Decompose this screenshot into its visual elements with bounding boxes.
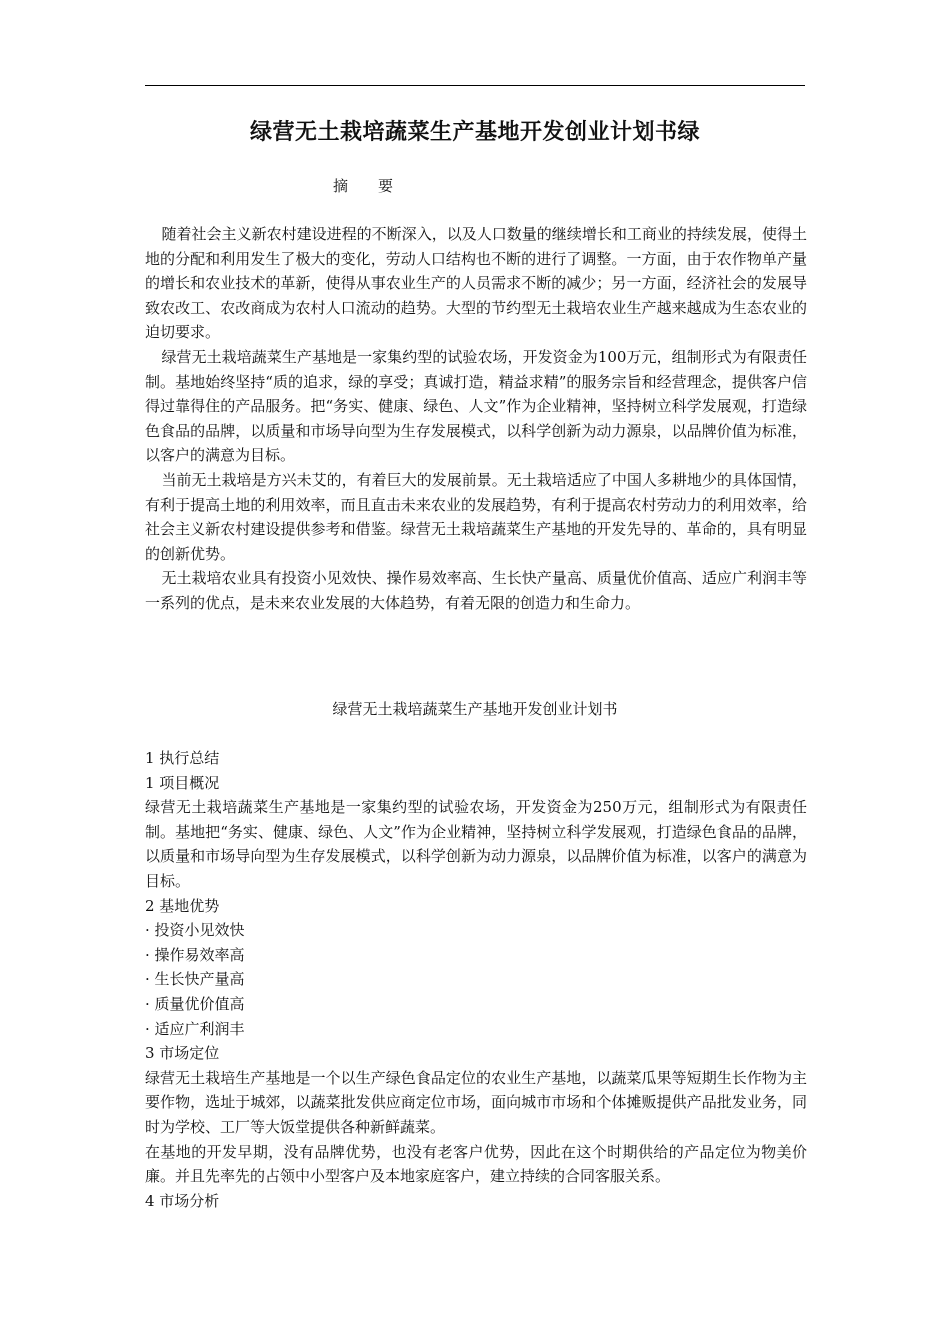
abstract-paragraph: 随着社会主义新农村建设进程的不断深入，以及人口数量的继续增长和工商业的持续发展，使得土地的分配和利用发生了极大的变化，劳动人口结构也不断的进行了调整。一方面，由于农作物单产量的增长和农业技术的革新，使得从事农业生产的人员需求不断的减少；另一方面，经济社会的发展导致农改工、农改商成为农村人口流动的趋势。大型的节约型无土栽培农业生产越来越成为生态农业的迫切要求。 xyxy=(145,225,807,342)
abstract-heading-char-2: 要 xyxy=(378,177,394,195)
document-title: 绿营无土栽培蔬菜生产基地开发创业计划书绿 xyxy=(249,120,700,145)
paragraph: 绿营无土栽培蔬菜生产基地是一家集约型的试验农场，开发资金为250万元，组制形式为有限责任制。基地把“务实、健康、绿色、人文”作为企业精神，坚持树立科学发展观，打造绿色食品的品牌，以质量和市场导向型为生存发展模式，以科学创新为动力源泉，以品牌价值为标准，以客户的满意为目标。 xyxy=(145,798,807,890)
paragraph: 绿营无土栽培生产基地是一个以生产绿色食品定位的农业生产基地，以蔬菜瓜果等短期生长作物为主要作物，选址于城郊，以蔬菜批发供应商定位市场，面向城市市场和个体摊贩提供产品批发业务，同时为学校、工厂等大饭堂提供各种新鲜蔬菜。 xyxy=(145,1068,807,1136)
section-heading: 4 市场分析 xyxy=(145,1191,220,1210)
bullet-item: · 投资小见效快 xyxy=(145,921,245,940)
section-heading: 1 执行总结 xyxy=(145,749,220,767)
abstract-paragraph: 当前无土栽培是方兴未艾的，有着巨大的发展前景。无土栽培适应了中国人多耕地少的具体国情，有利于提高土地的利用效率，而且直击未来农业的发展趋势，有利于提高农村劳动力的利用效率，给社会主义新农村建设提供参考和借鉴。绿营无土栽培蔬菜生产基地的开发先导的、革命的，具有明显的创新优势。 xyxy=(145,470,807,563)
paragraph: 在基地的开发早期，没有品牌优势，也没有老客户优势，因此在这个时期供给的产品定位为物美价廉。并且先率先的占领中小型客户及本地家庭客户，建立持续的合同客服关系。 xyxy=(145,1142,807,1186)
abstract-heading xyxy=(333,175,423,197)
abstract-body xyxy=(145,222,807,616)
bullet-item: · 生长快产量高 xyxy=(145,970,245,989)
section-heading: 2 基地优势 xyxy=(145,896,220,915)
plan-body xyxy=(145,746,807,1213)
abstract-paragraph: 绿营无土栽培蔬菜生产基地是一家集约型的试验农场，开发资金为100万元，组制形式为有限责任制。基地始终坚持“质的追求，绿的享受；真诚打造，精益求精”的服务宗旨和经营理念，提供客户信得过靠得住的产品服务。把“务实、健康、绿色、人文”作为企业精神，坚持树立科学发展观，打造绿色食品的品牌，以质量和市场导向型为生存发展模式，以科学创新为动力源泉，以品牌价值为标准，以客户的满意为目标。 xyxy=(145,347,807,465)
bullet-item: · 质量优价值高 xyxy=(145,994,245,1013)
plan-title: 绿营无土栽培蔬菜生产基地开发创业计划书 xyxy=(332,700,618,718)
bullet-item: · 适应广利润丰 xyxy=(145,1019,245,1038)
abstract-paragraph: 无土栽培农业具有投资小见效快、操作易效率高、生长快产量高、质量优价值高、适应广利润丰等一系列的优点，是未来农业发展的大体趋势，有着无限的创造力和生命力。 xyxy=(145,569,807,612)
section-heading: 3 市场定位 xyxy=(145,1044,220,1063)
header-rule xyxy=(145,85,805,86)
bullet-item: · 操作易效率高 xyxy=(145,945,245,964)
abstract-heading-char-1: 摘 xyxy=(333,177,349,195)
section-heading: 1 项目概况 xyxy=(145,773,220,792)
